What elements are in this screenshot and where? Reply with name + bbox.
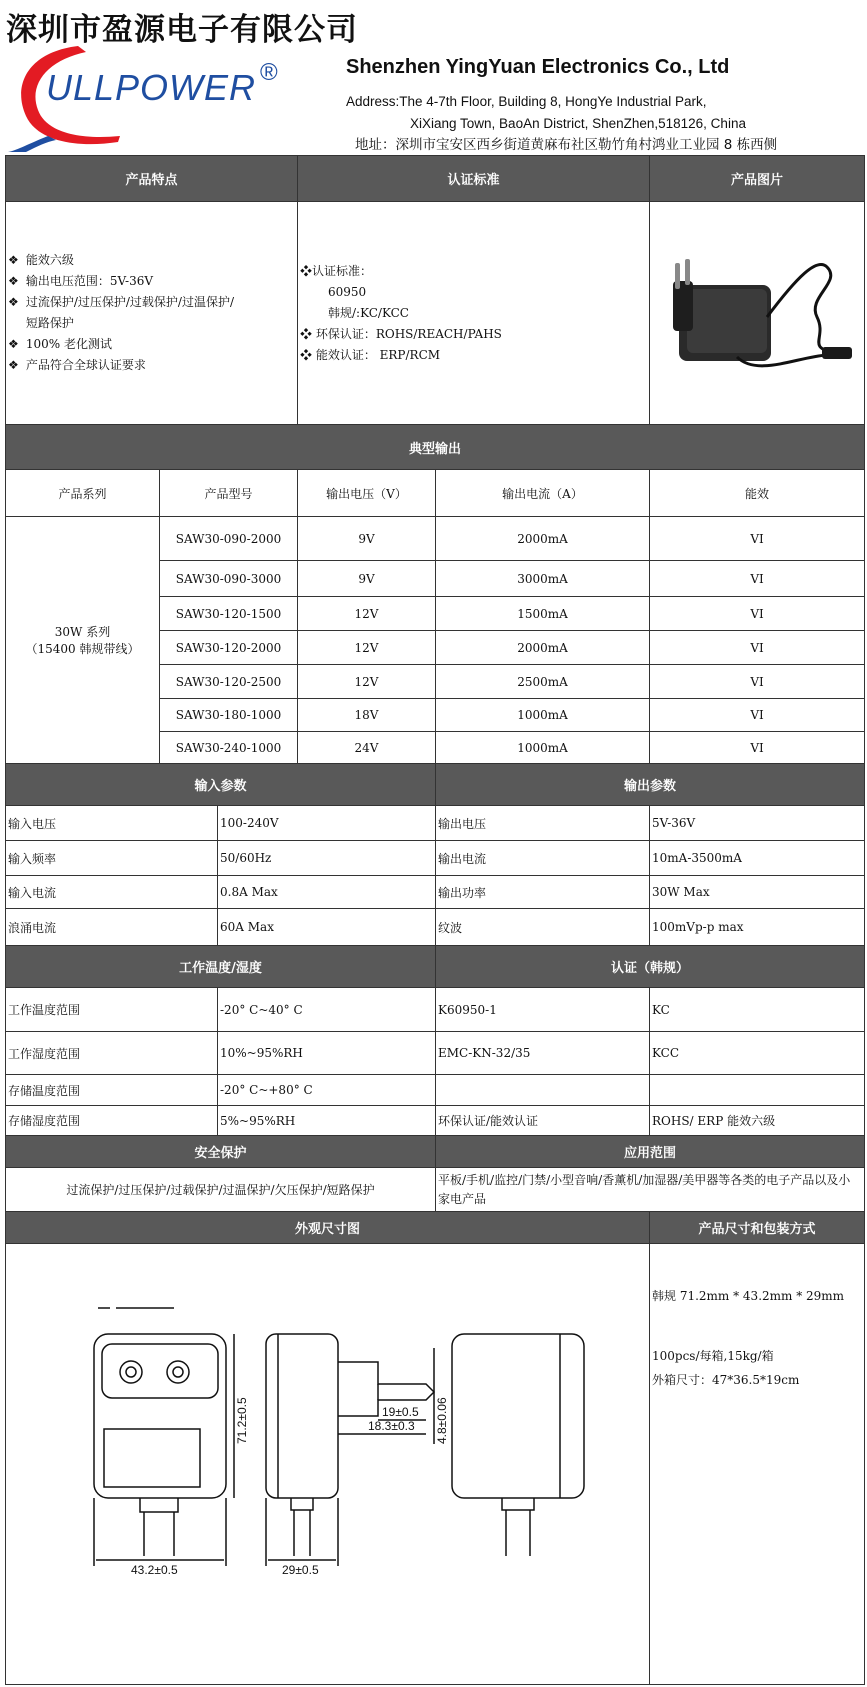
current-cell: 1000mA <box>436 732 650 764</box>
protection-text: 过流保护/过压保护/过载保护/过温保护/欠压保护/短路保护 <box>6 1168 436 1212</box>
table-row <box>6 517 865 561</box>
address-en: Address:The 4-7th Floor, Building 8, HongYe Industrial Park, XiXiang Town, BaoAn District, ShenZhen,518126, China <box>346 94 746 131</box>
dimension-drawing <box>6 1244 650 1685</box>
model-cell: SAW30-180-1000 <box>160 699 298 732</box>
eff-cell: VI <box>650 561 865 597</box>
logo-registered: ® <box>260 59 278 86</box>
current-cell: 3000mA <box>436 561 650 597</box>
dim-height: 71.2±0.5 <box>235 1397 249 1444</box>
output-params-title: 输出参数 <box>436 764 865 806</box>
dim-width: 43.2±0.5 <box>131 1563 178 1577</box>
company-logo <box>8 40 308 152</box>
current-cell: 2500mA <box>436 665 650 699</box>
voltage-cell: 9V <box>298 561 436 597</box>
col-voltage: 输出电压（V） <box>298 470 436 517</box>
table-row: 存储湿度范围 5%~95%RH 环保认证/能效认证 ROHS/ ERP 能效六级 <box>6 1106 865 1136</box>
dim-depth: 29±0.5 <box>282 1563 319 1577</box>
voltage-cell: 12V <box>298 597 436 631</box>
table-row: 输入频率 50/60Hz 输出电流 10mA-3500mA <box>6 841 865 876</box>
table-row: 工作湿度范围 10%~95%RH EMC-KN-32/35 KCC <box>6 1032 865 1075</box>
table-row: 输入电压 100-240V 输出电压 5V-36V <box>6 806 865 841</box>
voltage-cell: 12V <box>298 631 436 665</box>
eff-cell: VI <box>650 732 865 764</box>
eff-cell: VI <box>650 597 865 631</box>
dim-pin3: 4.8±0.06 <box>435 1397 449 1444</box>
features-list: ❖ 能效六级 ❖ 输出电压范围：5V-36V ❖ 过流保护/过压保护/过载保护/过温保护/ 短路保护 ❖ 100% 老化测试 ❖ 产品符合全球认证要求 <box>6 202 298 425</box>
eff-cell: VI <box>650 665 865 699</box>
dimensions-table <box>5 1211 865 1685</box>
logo-text: ULLPOWER <box>46 67 257 108</box>
model-cell: SAW30-120-1500 <box>160 597 298 631</box>
features-header: 产品特点 <box>6 156 298 202</box>
table-row: 存储温度范围 -20° C~+80° C <box>6 1075 865 1106</box>
current-cell: 2000mA <box>436 517 650 561</box>
input-params-title: 输入参数 <box>6 764 436 806</box>
cert-list: ❖认证标准： 60950 韩规/:KC/KCC ❖ 环保认证：ROHS/REACH/PAHS ❖ 能效认证： ERP/RCM <box>298 202 650 425</box>
col-eff: 能效 <box>650 470 865 517</box>
table-row: 浪涌电流 60A Max 纹波 100mVp-p max <box>6 909 865 946</box>
eff-cell: VI <box>650 631 865 665</box>
current-cell: 1000mA <box>436 699 650 732</box>
dimension-drawing-title: 外观尺寸图 <box>6 1212 650 1244</box>
model-cell: SAW30-240-1000 <box>160 732 298 764</box>
params-table <box>5 763 865 946</box>
application-text: 平板/手机/监控/门禁/小型音响/香薰机/加湿器/美甲器等各类的电子产品以及小家电产品 <box>436 1168 865 1212</box>
photo-header: 产品图片 <box>650 156 865 202</box>
table-row: 输入电流 0.8A Max 输出功率 30W Max <box>6 876 865 909</box>
env-table <box>5 945 865 1136</box>
dim-pin1: 19±0.5 <box>382 1405 419 1419</box>
carton-text: 外箱尺寸：47*36.5*19cm <box>652 1373 800 1387</box>
size-text: 韩规 71.2mm * 43.2mm * 29mm <box>652 1289 845 1303</box>
product-photo <box>650 202 865 425</box>
company-title-cn: 深圳市盈源电子有限公司 <box>6 12 358 48</box>
model-cell: SAW30-090-3000 <box>160 561 298 597</box>
current-cell: 2000mA <box>436 631 650 665</box>
features-table <box>5 155 865 425</box>
safety-table <box>5 1135 865 1212</box>
voltage-cell: 9V <box>298 517 436 561</box>
voltage-cell: 18V <box>298 699 436 732</box>
col-current: 输出电流（A） <box>436 470 650 517</box>
cert-header: 认证标准 <box>298 156 650 202</box>
package-info <box>650 1244 865 1685</box>
model-cell: SAW30-120-2000 <box>160 631 298 665</box>
voltage-cell: 24V <box>298 732 436 764</box>
eff-cell: VI <box>650 517 865 561</box>
kc-cert-title: 认证（韩规） <box>436 946 865 988</box>
pack-text: 100pcs/每箱,15kg/箱 <box>652 1349 774 1363</box>
application-title: 应用范围 <box>436 1136 865 1168</box>
col-series: 产品系列 <box>6 470 160 517</box>
table-row: 工作温度范围 -20° C~40° C K60950-1 KC <box>6 988 865 1032</box>
series-cell: 30W 系列 （15400 韩规带线） <box>6 517 160 764</box>
output-section-title: 典型输出 <box>6 425 865 470</box>
col-model: 产品型号 <box>160 470 298 517</box>
current-cell: 1500mA <box>436 597 650 631</box>
model-cell: SAW30-090-2000 <box>160 517 298 561</box>
drawing-svg <box>6 1244 650 1684</box>
output-table <box>5 424 865 764</box>
dim-pin2: 18.3±0.3 <box>368 1419 415 1433</box>
model-cell: SAW30-120-2500 <box>160 665 298 699</box>
eff-cell: VI <box>650 699 865 732</box>
company-name-en: Shenzhen YingYuan Electronics Co., Ltd <box>346 56 730 78</box>
safety-title: 安全保护 <box>6 1136 436 1168</box>
package-title: 产品尺寸和包装方式 <box>650 1212 865 1244</box>
adapter-photo <box>657 237 857 387</box>
temp-title: 工作温度/湿度 <box>6 946 436 988</box>
voltage-cell: 12V <box>298 665 436 699</box>
address-cn: 地址：深圳市宝安区西乡街道黄麻布社区勒竹角村鸿业工业园 8 栋西侧 <box>355 137 778 153</box>
